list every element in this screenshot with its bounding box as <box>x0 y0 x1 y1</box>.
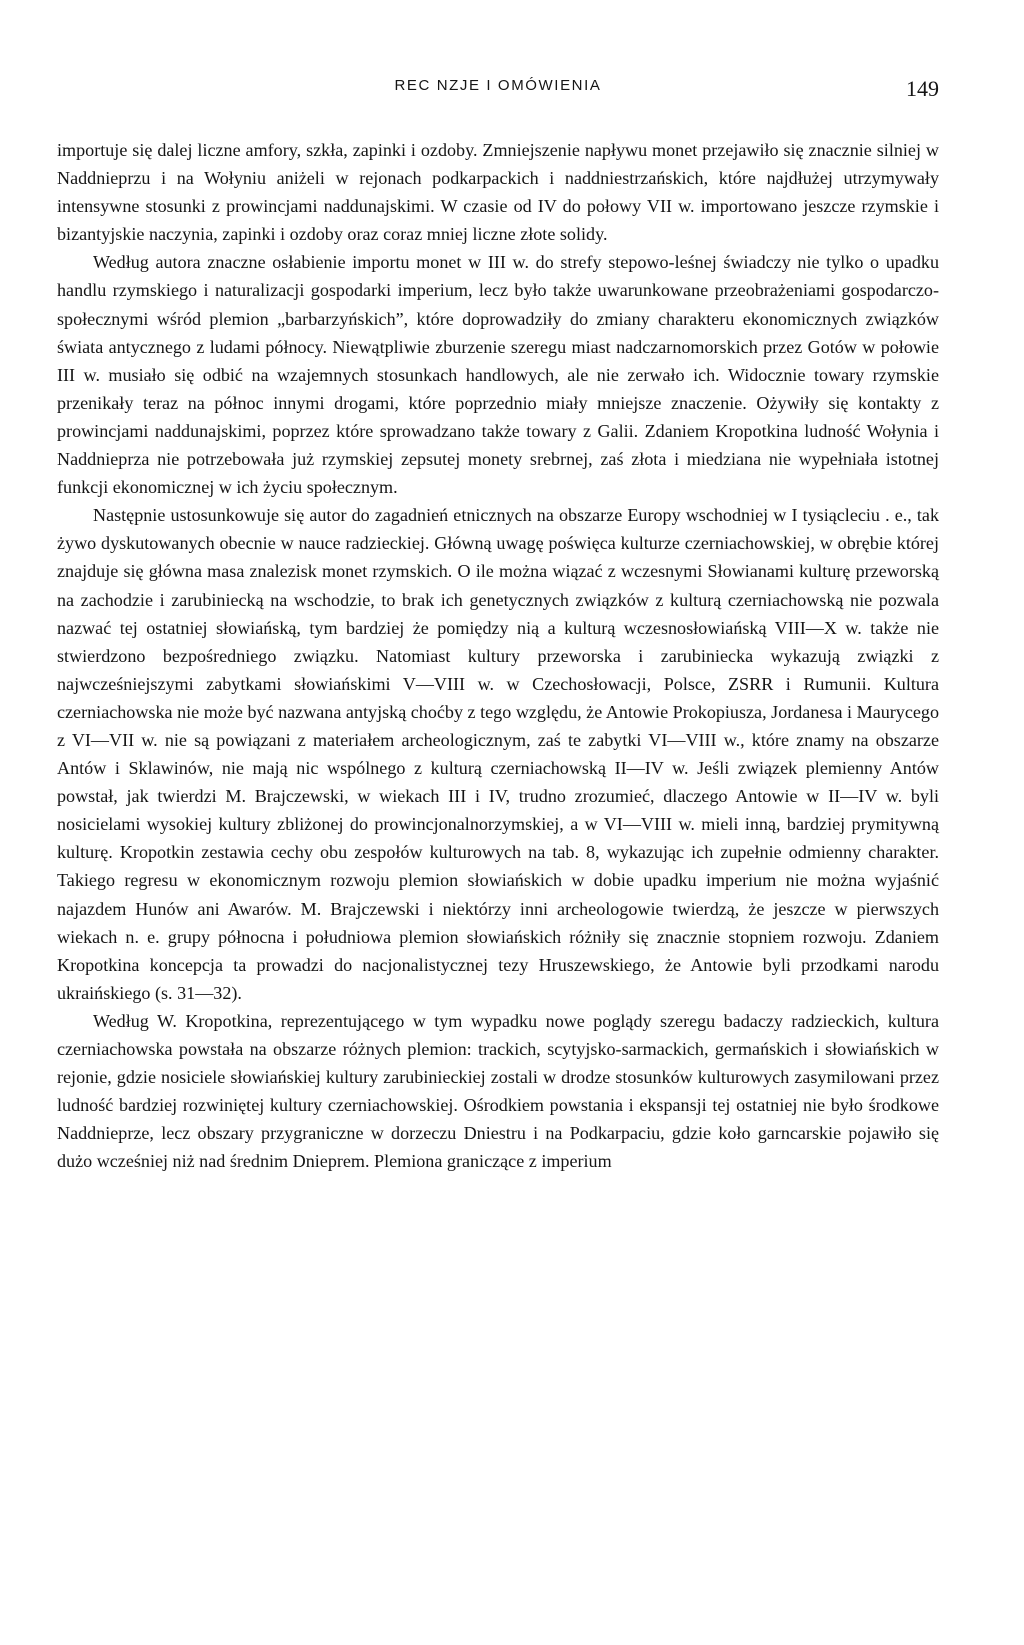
paragraph: Według W. Kropotkina, reprezentującego w tym wypadku nowe poglądy szeregu badaczy radzieckich, kultura czerniachowska powstała na obszarze różnych plemion: trackich, scytyjsko-sarmackich, germańskich i słowiańskich w rejonie, gdzie nosiciele słowiańskiej kultury zarubinieckiej zostali w drodze stosunków kulturowych zasymilowani przez ludność bardziej rozwiniętej kultury czerniachowskiej. Ośrodkiem powstania i ekspansji tej ostatniej nie było środkowe Naddnieprze, lecz obszary przygraniczne w dorzeczu Dniestru i na Podkarpaciu, gdzie koło garncarskie pojawiło się dużo wcześniej niż nad średnim Dnieprem. Plemiona graniczące z imperium <box>57 1010 939 1172</box>
paragraph: Według autora znaczne osłabienie importu monet w III w. do strefy stepowo-leśnej świadczy nie tylko o upadku handlu rzymskiego i naturalizacji gospodarki imperium, lecz było także uwarunkowane przeobrażeniami gospodarczo-społecznymi wśród plemion „barbarzyńskich”, które doprowadziły do zmiany charakteru ekonomicznych związków świata antycznego z ludami północy. Niewątpliwie zburzenie szeregu miast nadczarnomorskich przez Gotów w połowie III w. musiało się odbić na wzajemnych stosunkach handlowych, ale nie zerwało ich. Widocznie towary rzymskie przenikały teraz na północ innymi drogami, które poprzednio miały mniejsze znaczenie. Ożywiły się kontakty z prowincjami naddunajskimi, poprzez które sprowadzano także towary z Galii. Zdaniem Kropotkina ludność Wołynia i Naddnieprza nie potrzebowała już rzymskiej zepsutej monety srebrnej, zaś złota i miedziana nie wypełniała istotnej funkcji ekonomicznej w ich życiu społecznym. <box>57 252 939 498</box>
paragraph: Następnie ustosunkowuje się autor do zagadnień etnicznych na obszarze Europy wschodniej w I tysiącleciu . e., tak żywo dyskutowanych obecnie w nauce radzieckiej. Główną uwagę poświęca kulturze czerniachowskiej, w obrębie której znajduje się główna masa znalezisk monet rzymskich. O ile można wiązać z wczesnymi Słowianami kulturę przeworską na zachodzie i zarubiniecką na wschodzie, to brak ich genetycznych związków z kulturą czerniachowską nie pozwala nazwać tej ostatniej słowiańską, tym bardziej że pomiędzy nią a kulturą wczesnosłowiańską VIII—X w. także nie stwierdzono bezpośredniego związku. Natomiast kultury przeworska i zarubiniecka wykazują związki z najwcześniejszymi zabytkami słowiańskimi V—VIII w. w Czechosłowacji, Polsce, ZSRR i Rumunii. Kultura czerniachowska nie może być nazwana antyjską choćby z tego względu, że Antowie Prokopiusza, Jordanesa i Maurycego z VI—VII w. nie są powiązani z materiałem archeologicznym, zaś te zabytki VI—VIII w., które znamy na obszarze Antów i Sklawinów, nie mają nic wspólnego z kulturą czerniachowską II—IV w. Jeśli związek plemienny Antów powstał, jak twierdzi M. Brajczewski, w wiekach III i IV, trudno zrozumieć, dlaczego Antowie w II—IV w. byli nosicielami wysokiej kultury zbliżonej do prowincjonalnorzymskiej, a w VI—VIII w. mieli inną, bardziej prymitywną kulturę. Kropotkin zestawia cechy obu zespołów kulturowych na tab. 8, wykazując ich zupełnie odmienny charakter. Takiego regresu w ekonomicznym rozwoju plemion słowiańskich w dobie upadku imperium nie można wyjaśnić najazdem Hunów ani Awarów. M. Brajczewski i niektórzy inni archeologowie twierdzą, że jeszcze w pierwszych wiekach n. e. grupy północna i południowa plemion słowiańskich różniły się znacznie stopniem rozwoju. Zdaniem Kropotkina koncepcja ta prowadzi do nacjonalistycznej tezy Hruszewskiego, że Antowie byli przodkami narodu ukraińskiego (s. 31—32). <box>57 505 939 1003</box>
running-title: REC NZJE I OMÓWIENIA <box>394 77 602 94</box>
body-text <box>57 136 939 1175</box>
page-number: 149 <box>906 76 939 101</box>
book-page <box>57 0 939 1645</box>
paragraph-continued: importuje się dalej liczne amfory, szkła, zapinki i ozdoby. Zmniejszenie napływu monet przejawiło się znacznie silniej w Naddnieprzu i na Wołyniu aniżeli w rejonach podkarpackich i naddniestrzańskich, które najdłużej utrzymywały intensywne stosunki z prowincjami naddunajskimi. W czasie od IV do połowy VII w. importowano jeszcze rzymskie i bizantyjskie naczynia, zapinki i ozdoby oraz coraz mniej liczne złote solidy. <box>57 140 939 245</box>
running-head <box>57 76 939 106</box>
